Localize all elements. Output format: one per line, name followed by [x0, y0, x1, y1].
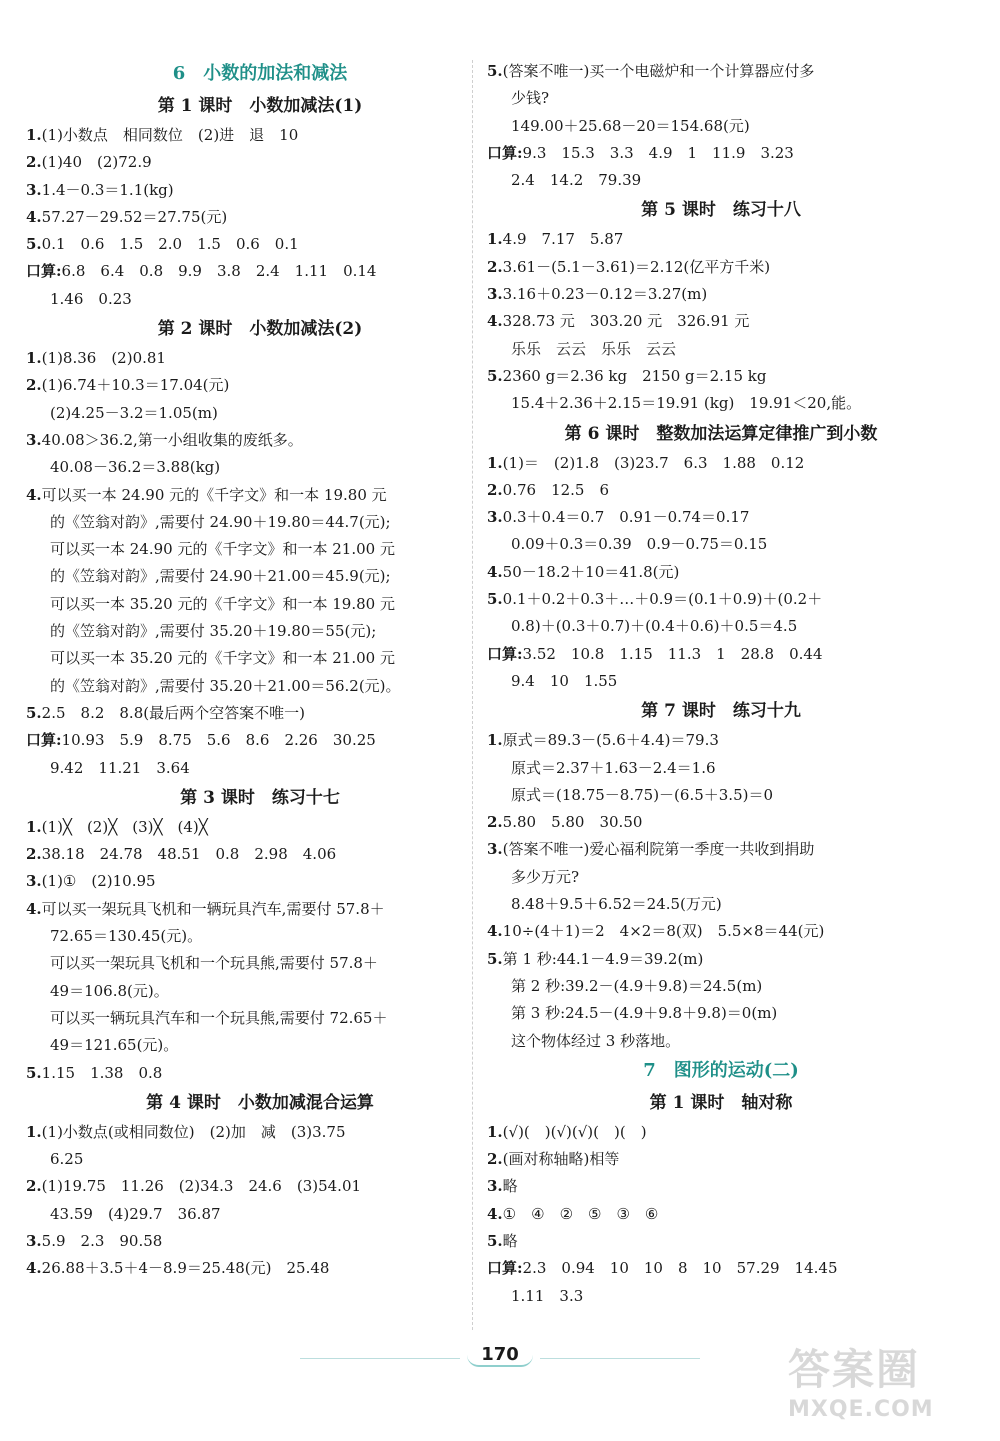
- answer-line: [487, 836, 955, 863]
- question-number: 4.: [487, 312, 503, 331]
- question-number: 4.: [487, 562, 503, 581]
- answer-text: 略: [502, 1177, 518, 1196]
- answer-continuation: [487, 668, 955, 695]
- question-number: 5.: [26, 1063, 42, 1082]
- answer-line: [26, 204, 494, 231]
- mental-math-label: 口算:: [26, 262, 62, 281]
- right-column: [487, 58, 955, 1310]
- left-column: [26, 58, 494, 1283]
- answer-text: 可以买一架玩具飞机和一辆玩具汽车,需要付 57.8＋: [41, 899, 385, 918]
- answer-continuation: [487, 1000, 955, 1027]
- watermark-logo: [788, 1337, 978, 1423]
- answer-line: [487, 809, 955, 836]
- answer-line: [487, 254, 955, 281]
- answer-text: (1)6.74＋10.3＝17.04(元): [41, 376, 230, 395]
- answer-text: 1.11 3.3: [511, 1286, 584, 1305]
- answer-text: 2.5 8.2 8.8(最后两个空答案不唯一): [41, 703, 305, 722]
- mental-math-label: 口算:: [487, 1259, 523, 1278]
- watermark-logo-text: 答案圈: [788, 1345, 921, 1394]
- answer-line: [26, 727, 494, 754]
- answer-text: 6.8 6.4 0.8 9.9 3.8 2.4 1.11 0.14: [61, 262, 377, 281]
- answer-line: [487, 477, 955, 504]
- answer-continuation: [487, 390, 955, 417]
- question-number: 4.: [26, 899, 42, 918]
- question-number: 3.: [487, 508, 503, 527]
- answer-text: 2.3 0.94 10 10 8 10 57.29 14.45: [522, 1259, 838, 1278]
- question-number: 3.: [26, 872, 42, 891]
- answer-continuation: [26, 755, 494, 782]
- answer-continuation: [26, 454, 494, 481]
- answer-text: 8.48＋9.5＋6.52＝24.5(万元): [511, 895, 722, 914]
- answer-line: [26, 122, 494, 149]
- answer-continuation: [487, 973, 955, 1000]
- answer-line: [26, 1255, 494, 1282]
- answer-continuation: [26, 1032, 494, 1059]
- question-number: 3.: [26, 180, 42, 199]
- answer-line: [26, 258, 494, 285]
- footer-rule-left: [300, 1358, 460, 1359]
- answer-continuation: [487, 336, 955, 363]
- answer-text: 可以买一本 35.20 元的《千字文》和一本 19.80 元: [50, 594, 395, 613]
- answer-text: 第 3 秒:24.5－(4.9＋9.8＋9.8)＝0(m): [511, 1004, 778, 1023]
- answer-line: [26, 1119, 494, 1146]
- watermark-url: MXQE.COM: [788, 1397, 934, 1422]
- question-number: 1.: [487, 230, 503, 249]
- lesson-heading: 第 6 课时 整数加法运算定律推广到小数: [564, 423, 878, 444]
- answer-continuation: [26, 645, 494, 672]
- answer-text: 0.09＋0.3＝0.39 0.9－0.75＝0.15: [511, 535, 768, 554]
- answer-text: (1)19.75 11.26 (2)34.3 24.6 (3)54.01: [41, 1177, 362, 1196]
- answer-continuation: [487, 755, 955, 782]
- answer-line: [487, 140, 955, 167]
- answer-line: [26, 345, 494, 372]
- question-number: 1.: [487, 453, 503, 472]
- answer-text: 10÷(4＋1)＝2 4×2＝8(双) 5.5×8＝44(元): [502, 922, 825, 941]
- answer-text: 57.27－29.52＝27.75(元): [41, 207, 228, 226]
- question-number: 5.: [26, 703, 42, 722]
- question-number: 2.: [487, 480, 503, 499]
- answer-text: 的《笠翁对韵》,需要付 35.20＋21.00＝56.2(元)。: [50, 676, 401, 695]
- answer-text: 可以买一辆玩具汽车和一个玩具熊,需要付 72.65＋: [50, 1008, 388, 1027]
- answer-text: 略: [502, 1231, 518, 1250]
- answer-text: (答案不唯一)买一个电磁炉和一个计算器应付多: [502, 62, 815, 80]
- answer-line: [487, 308, 955, 335]
- answer-line: [487, 363, 955, 390]
- mental-math-label: 口算:: [26, 731, 62, 750]
- answer-line: [487, 1173, 955, 1200]
- answer-continuation: [26, 591, 494, 618]
- answer-text: 0.1＋0.2＋0.3＋…＋0.9＝(0.1＋0.9)＋(0.2＋: [502, 590, 823, 609]
- answer-continuation: [26, 950, 494, 977]
- answer-text: 49＝106.8(元)。: [50, 981, 169, 1000]
- question-number: 5.: [487, 62, 503, 80]
- answer-continuation: [26, 563, 494, 590]
- answer-line: [26, 896, 494, 923]
- question-number: 2.: [26, 153, 42, 172]
- answer-continuation: [26, 286, 494, 313]
- answer-text: (1)① (2)10.95: [41, 872, 156, 891]
- answer-continuation: [26, 1201, 494, 1228]
- answer-text: 5.80 5.80 30.50: [502, 813, 643, 832]
- answer-continuation: [26, 923, 494, 950]
- question-number: 2.: [487, 813, 503, 832]
- answer-text: 可以买一架玩具飞机和一个玩具熊,需要付 57.8＋: [50, 954, 378, 973]
- question-number: 4.: [26, 1259, 42, 1278]
- question-number: 1.: [487, 1122, 503, 1141]
- answer-text: (1)小数点 相同数位 (2)进 退 10: [41, 126, 299, 144]
- answer-text: 26.88＋3.5＋4－8.9＝25.48(元) 25.48: [41, 1259, 330, 1278]
- answer-text: 1.15 1.38 0.8: [41, 1063, 163, 1082]
- answer-line: [487, 559, 955, 586]
- answer-text: 的《笠翁对韵》,需要付 35.20＋19.80＝55(元);: [50, 622, 377, 641]
- answer-text: 可以买一本 24.90 元的《千字文》和一本 19.80 元: [41, 485, 387, 504]
- answer-text: 3.61－(5.1－3.61)＝2.12(亿平方千米): [502, 257, 771, 276]
- answer-continuation: [26, 1005, 494, 1032]
- answer-line: [487, 226, 955, 253]
- answer-line: [487, 281, 955, 308]
- answer-line: [487, 918, 955, 945]
- answer-continuation: [487, 531, 955, 558]
- answer-text: 可以买一本 24.90 元的《千字文》和一本 21.00 元: [50, 540, 395, 559]
- answer-text: 多少万元?: [511, 867, 580, 886]
- answer-continuation: [26, 536, 494, 563]
- answer-text: 72.65＝130.45(元)。: [50, 927, 203, 946]
- answer-line: [26, 1173, 494, 1200]
- question-number: 1.: [26, 817, 42, 836]
- answer-text: ① ④ ② ⑤ ③ ⑥: [502, 1204, 659, 1223]
- answer-continuation: [26, 509, 494, 536]
- question-number: 1.: [26, 349, 42, 368]
- answer-line: [26, 841, 494, 868]
- answer-line: [26, 372, 494, 399]
- question-number: 1.: [26, 126, 42, 144]
- answer-line: [487, 1119, 955, 1146]
- answer-text: 38.18 24.78 48.51 0.8 2.98 4.06: [41, 845, 337, 864]
- question-number: 5.: [487, 590, 503, 609]
- answer-text: 第 2 秒:39.2－(4.9＋9.8)＝24.5(m): [511, 976, 763, 995]
- answer-text: 43.59 (4)29.7 36.87: [50, 1204, 221, 1223]
- question-number: 4.: [26, 485, 42, 504]
- answer-text: 第 1 秒:44.1－4.9＝39.2(m): [502, 949, 704, 968]
- answer-continuation: [26, 1146, 494, 1173]
- answer-text: 0.76 12.5 6: [502, 480, 610, 499]
- lesson-heading: 第 3 课时 练习十七: [180, 787, 340, 808]
- answer-continuation: [26, 978, 494, 1005]
- answer-line: [26, 814, 494, 841]
- answer-continuation: [487, 613, 955, 640]
- answer-continuation: [26, 400, 494, 427]
- answer-text: 乐乐 云云 乐乐 云云: [511, 339, 677, 358]
- mental-math-label: 口算:: [487, 143, 523, 162]
- answer-text: 原式＝89.3－(5.6＋4.4)＝79.3: [502, 731, 719, 750]
- answer-line: [26, 149, 494, 176]
- answer-text: 40.08＞36.2,第一小组收集的废纸多。: [41, 430, 303, 449]
- answer-text: (画对称轴略)相等: [502, 1150, 620, 1169]
- answer-text: 9.42 11.21 3.64: [50, 758, 190, 777]
- answer-continuation: [487, 782, 955, 809]
- answer-text: (1)40 (2)72.9: [41, 153, 152, 172]
- answer-text: (1)小数点(或相同数位) (2)加 减 (3)3.75: [41, 1122, 346, 1141]
- lesson-heading: 第 1 课时 轴对称: [649, 1092, 793, 1113]
- answer-text: 这个物体经过 3 秒落地。: [511, 1031, 681, 1050]
- answer-text: 4.9 7.17 5.87: [502, 230, 624, 249]
- answer-line: [26, 1228, 494, 1255]
- answer-line: [487, 641, 955, 668]
- answer-text: 49＝121.65(元)。: [50, 1036, 179, 1055]
- answer-line: [487, 946, 955, 973]
- answer-text: 1.4－0.3＝1.1(kg): [41, 180, 174, 199]
- answer-line: [487, 1255, 955, 1282]
- answer-continuation: [487, 1283, 955, 1310]
- answer-text: 9.3 15.3 3.3 4.9 1 11.9 3.23: [522, 143, 794, 162]
- question-number: 5.: [487, 1231, 503, 1250]
- answer-text: 10.93 5.9 8.75 5.6 8.6 2.26 30.25: [61, 731, 376, 750]
- question-number: 3.: [487, 840, 503, 859]
- answer-text: 少钱?: [511, 89, 550, 108]
- lesson-heading: 第 4 课时 小数加减混合运算: [146, 1092, 374, 1113]
- answer-continuation: [487, 864, 955, 891]
- answer-text: 3.52 10.8 1.15 11.3 1 28.8 0.44: [522, 644, 823, 663]
- question-number: 5.: [487, 366, 503, 385]
- answer-continuation: [487, 113, 955, 140]
- answer-text: 可以买一本 35.20 元的《千字文》和一本 21.00 元: [50, 649, 395, 668]
- answer-text: (1)8.36 (2)0.81: [41, 349, 166, 368]
- answer-text: 的《笠翁对韵》,需要付 24.90＋19.80＝44.7(元);: [50, 512, 391, 531]
- answer-text: 0.8)＋(0.3＋0.7)＋(0.4＋0.6)＋0.5＝4.5: [511, 617, 798, 636]
- answer-text: 3.16＋0.23－0.12＝3.27(m): [502, 285, 708, 304]
- answer-text: 149.00＋25.68－20＝154.68(元): [511, 116, 750, 135]
- answer-continuation: [26, 673, 494, 700]
- answer-text: (1)＝ (2)1.8 (3)23.7 6.3 1.88 0.12: [502, 453, 805, 472]
- lesson-heading: 第 1 课时 小数加减法(1): [157, 96, 363, 116]
- answer-text: 9.4 10 1.55: [511, 671, 618, 690]
- answer-line: [26, 177, 494, 204]
- question-number: 4.: [487, 922, 503, 941]
- answer-line: [26, 1060, 494, 1087]
- answer-line: [487, 1228, 955, 1255]
- answer-continuation: [487, 1028, 955, 1055]
- question-number: 3.: [487, 1177, 503, 1196]
- lesson-heading: 第 5 课时 练习十八: [641, 200, 801, 221]
- answer-line: [26, 231, 494, 258]
- answer-line: [26, 482, 494, 509]
- answer-text: 2.4 14.2 79.39: [511, 171, 642, 190]
- answer-text: (答案不唯一)爱心福利院第一季度一共收到捐助: [502, 840, 815, 859]
- question-number: 5.: [26, 235, 42, 254]
- column-divider: [472, 60, 473, 1330]
- mental-math-label: 口算:: [487, 644, 523, 663]
- question-number: 2.: [26, 845, 42, 864]
- answer-line: [26, 700, 494, 727]
- question-number: 2.: [487, 1150, 503, 1169]
- question-number: 2.: [26, 376, 42, 395]
- question-number: 2.: [26, 1177, 42, 1196]
- lesson-heading: 第 7 课时 练习十九: [641, 701, 801, 722]
- question-number: 4.: [26, 207, 42, 226]
- answer-line: [26, 427, 494, 454]
- answer-text: 6.25: [50, 1150, 84, 1169]
- page-number: 170: [467, 1344, 533, 1367]
- answer-line: [487, 727, 955, 754]
- answer-line: [487, 1201, 955, 1228]
- answer-text: 2360 g＝2.36 kg 2150 g＝2.15 kg: [502, 366, 767, 385]
- question-number: 4.: [487, 1204, 503, 1223]
- answer-text: 1.46 0.23: [50, 289, 132, 308]
- answer-continuation: [487, 891, 955, 918]
- question-number: 1.: [26, 1122, 42, 1141]
- answer-continuation: [26, 618, 494, 645]
- answer-text: 328.73 元 303.20 元 326.91 元: [502, 312, 750, 331]
- section-title: 6 小数的加法和减法: [172, 63, 348, 84]
- answer-continuation: [487, 85, 955, 112]
- answer-text: (1)╳ (2)╳ (3)╳ (4)╳: [41, 817, 208, 836]
- answer-text: (√)( )(√)(√)( )( ): [502, 1122, 647, 1141]
- question-number: 3.: [26, 1231, 42, 1250]
- answer-text: 15.4＋2.36＋2.15＝19.91 (kg) 19.91＜20,能。: [511, 394, 862, 413]
- answer-line: [26, 868, 494, 895]
- question-number: 2.: [487, 257, 503, 276]
- question-number: 3.: [26, 430, 42, 449]
- answer-line: [487, 450, 955, 477]
- footer-rule-right: [540, 1358, 700, 1359]
- answer-continuation: [487, 167, 955, 194]
- answer-line: [487, 586, 955, 613]
- answer-text: (2)4.25－3.2＝1.05(m): [50, 403, 218, 422]
- answer-line: [487, 504, 955, 531]
- answer-line: [487, 58, 955, 85]
- answer-line: [487, 1146, 955, 1173]
- question-number: 1.: [487, 731, 503, 750]
- answer-text: 0.1 0.6 1.5 2.0 1.5 0.6 0.1: [41, 235, 299, 254]
- answer-text: 的《笠翁对韵》,需要付 24.90＋21.00＝45.9(元);: [50, 567, 391, 586]
- question-number: 5.: [487, 949, 503, 968]
- lesson-heading: 第 2 课时 小数加减法(2): [157, 319, 363, 340]
- answer-text: 原式＝2.37＋1.63－2.4＝1.6: [511, 758, 716, 777]
- answer-text: 原式＝(18.75－8.75)－(6.5＋3.5)＝0: [511, 785, 774, 804]
- answer-text: 0.3＋0.4＝0.7 0.91－0.74＝0.17: [502, 508, 750, 527]
- answer-text: 40.08－36.2＝3.88(kg): [50, 458, 221, 477]
- question-number: 3.: [487, 285, 503, 304]
- section-title: 7 图形的运动(二): [643, 1059, 799, 1081]
- answer-text: 5.9 2.3 90.58: [41, 1231, 163, 1250]
- answer-text: 50－18.2＋10＝41.8(元): [502, 562, 680, 581]
